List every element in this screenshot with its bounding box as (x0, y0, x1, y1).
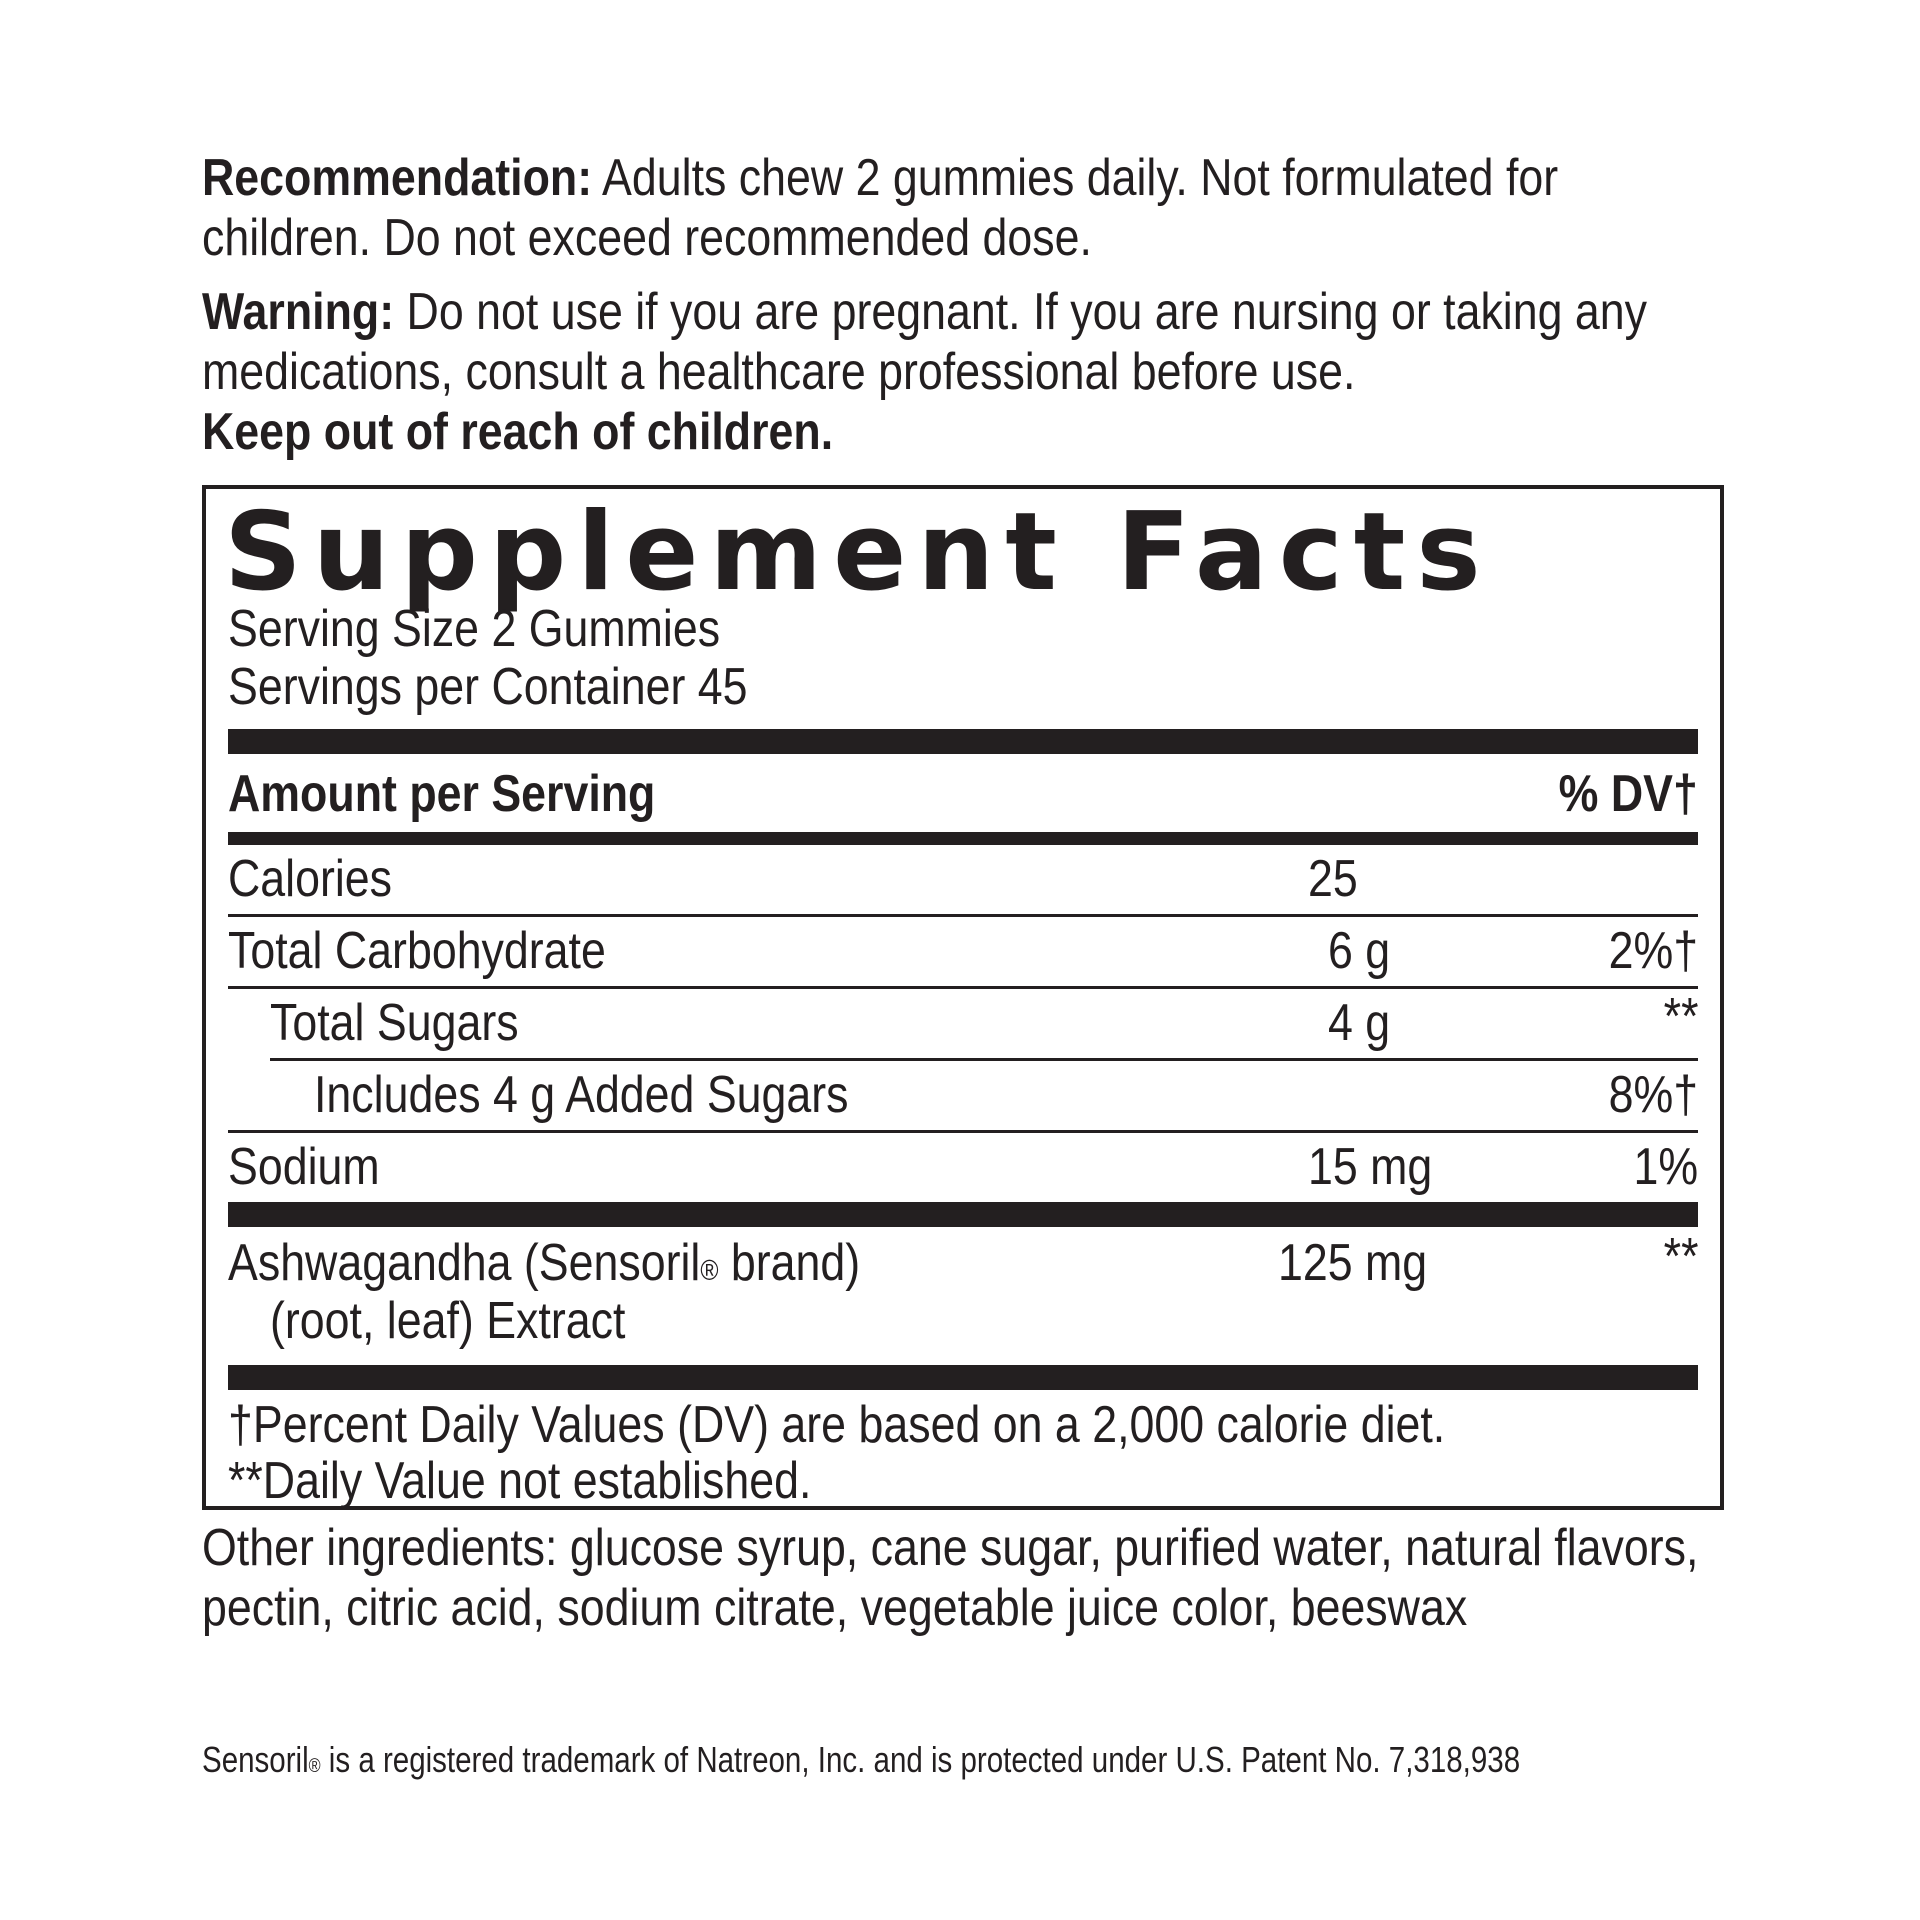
warning-paragraph (202, 282, 1762, 462)
nutrient-name-added-sugars: Includes 4 g Added Sugars (314, 1066, 849, 1124)
nutrient-amount-carbohydrate: 6 g (1328, 922, 1391, 980)
row-divider (228, 914, 1698, 917)
nutrient-name-total-sugars: Total Sugars (270, 994, 519, 1052)
label-instructions (202, 148, 1762, 462)
supplement-facts-panel (202, 485, 1724, 1510)
recommendation-label: Recommendation: (202, 149, 593, 207)
keep-out-of-reach: Keep out of reach of children. (202, 403, 834, 461)
supplement-facts-title: Supplement Facts (224, 490, 1492, 615)
ingredient-amount-ashwagandha: 125 mg (1278, 1234, 1428, 1292)
trademark-notice: Sensoril® is a registered trademark of Natreon, Inc. and is protected under U.S. Patent No. 7,318,938 (202, 1739, 1521, 1780)
thick-divider-middle (228, 1202, 1698, 1227)
warning-label: Warning: (202, 283, 395, 341)
amount-per-serving-header: Amount per Serving (228, 765, 656, 823)
nutrient-name-calories: Calories (228, 850, 393, 908)
nutrient-amount-sodium: 15 mg (1308, 1138, 1433, 1196)
nutrient-name-carbohydrate: Total Carbohydrate (228, 922, 606, 980)
ingredient-dv-ashwagandha: ** (1663, 1228, 1698, 1286)
footnote-not-established: **Daily Value not established. (228, 1452, 812, 1510)
registered-mark: ® (700, 1255, 719, 1287)
footnote-daily-values: †Percent Daily Values (DV) are based on a 2,000 calorie diet. (228, 1396, 1446, 1454)
nutrient-amount-total-sugars: 4 g (1328, 994, 1391, 1052)
nutrient-dv-carbohydrate: 2%† (1608, 922, 1698, 980)
registered-mark: ® (308, 1755, 321, 1777)
nutrient-name-sodium: Sodium (228, 1138, 380, 1196)
nutrient-dv-sodium: 1% (1633, 1138, 1698, 1196)
nutrient-dv-added-sugars: 8%† (1608, 1066, 1698, 1124)
ingredient-name-ashwagandha-line2: (root, leaf) Extract (270, 1292, 626, 1350)
dv-header: % DV† (1558, 765, 1698, 823)
nutrient-amount-calories: 25 (1308, 850, 1358, 908)
warning-text: Do not use if you are pregnant. If you are nursing or taking any medications, consult a healthcare professional before use. (202, 283, 1648, 401)
row-divider (228, 986, 1698, 989)
row-divider (228, 1130, 1698, 1133)
recommendation-paragraph (202, 148, 1762, 268)
nutrient-dv-total-sugars: ** (1663, 988, 1698, 1046)
serving-size: Serving Size 2 Gummies (228, 600, 721, 658)
recommendation-text: Adults chew 2 gummies daily. Not formulated for children. Do not exceed recommended dose. (202, 149, 1559, 267)
other-ingredients: Other ingredients: glucose syrup, cane sugar, purified water, natural flavors, pectin, citric acid, sodium citrate, vegetable juice color, beeswax (202, 1519, 1699, 1637)
thick-divider-bottom (228, 1365, 1698, 1390)
thick-divider-top (228, 729, 1698, 754)
row-divider (270, 1058, 1698, 1061)
ingredient-name-ashwagandha: Ashwagandha (Sensoril® brand) (228, 1234, 861, 1292)
medium-divider (228, 832, 1698, 845)
servings-per-container: Servings per Container 45 (228, 658, 748, 716)
